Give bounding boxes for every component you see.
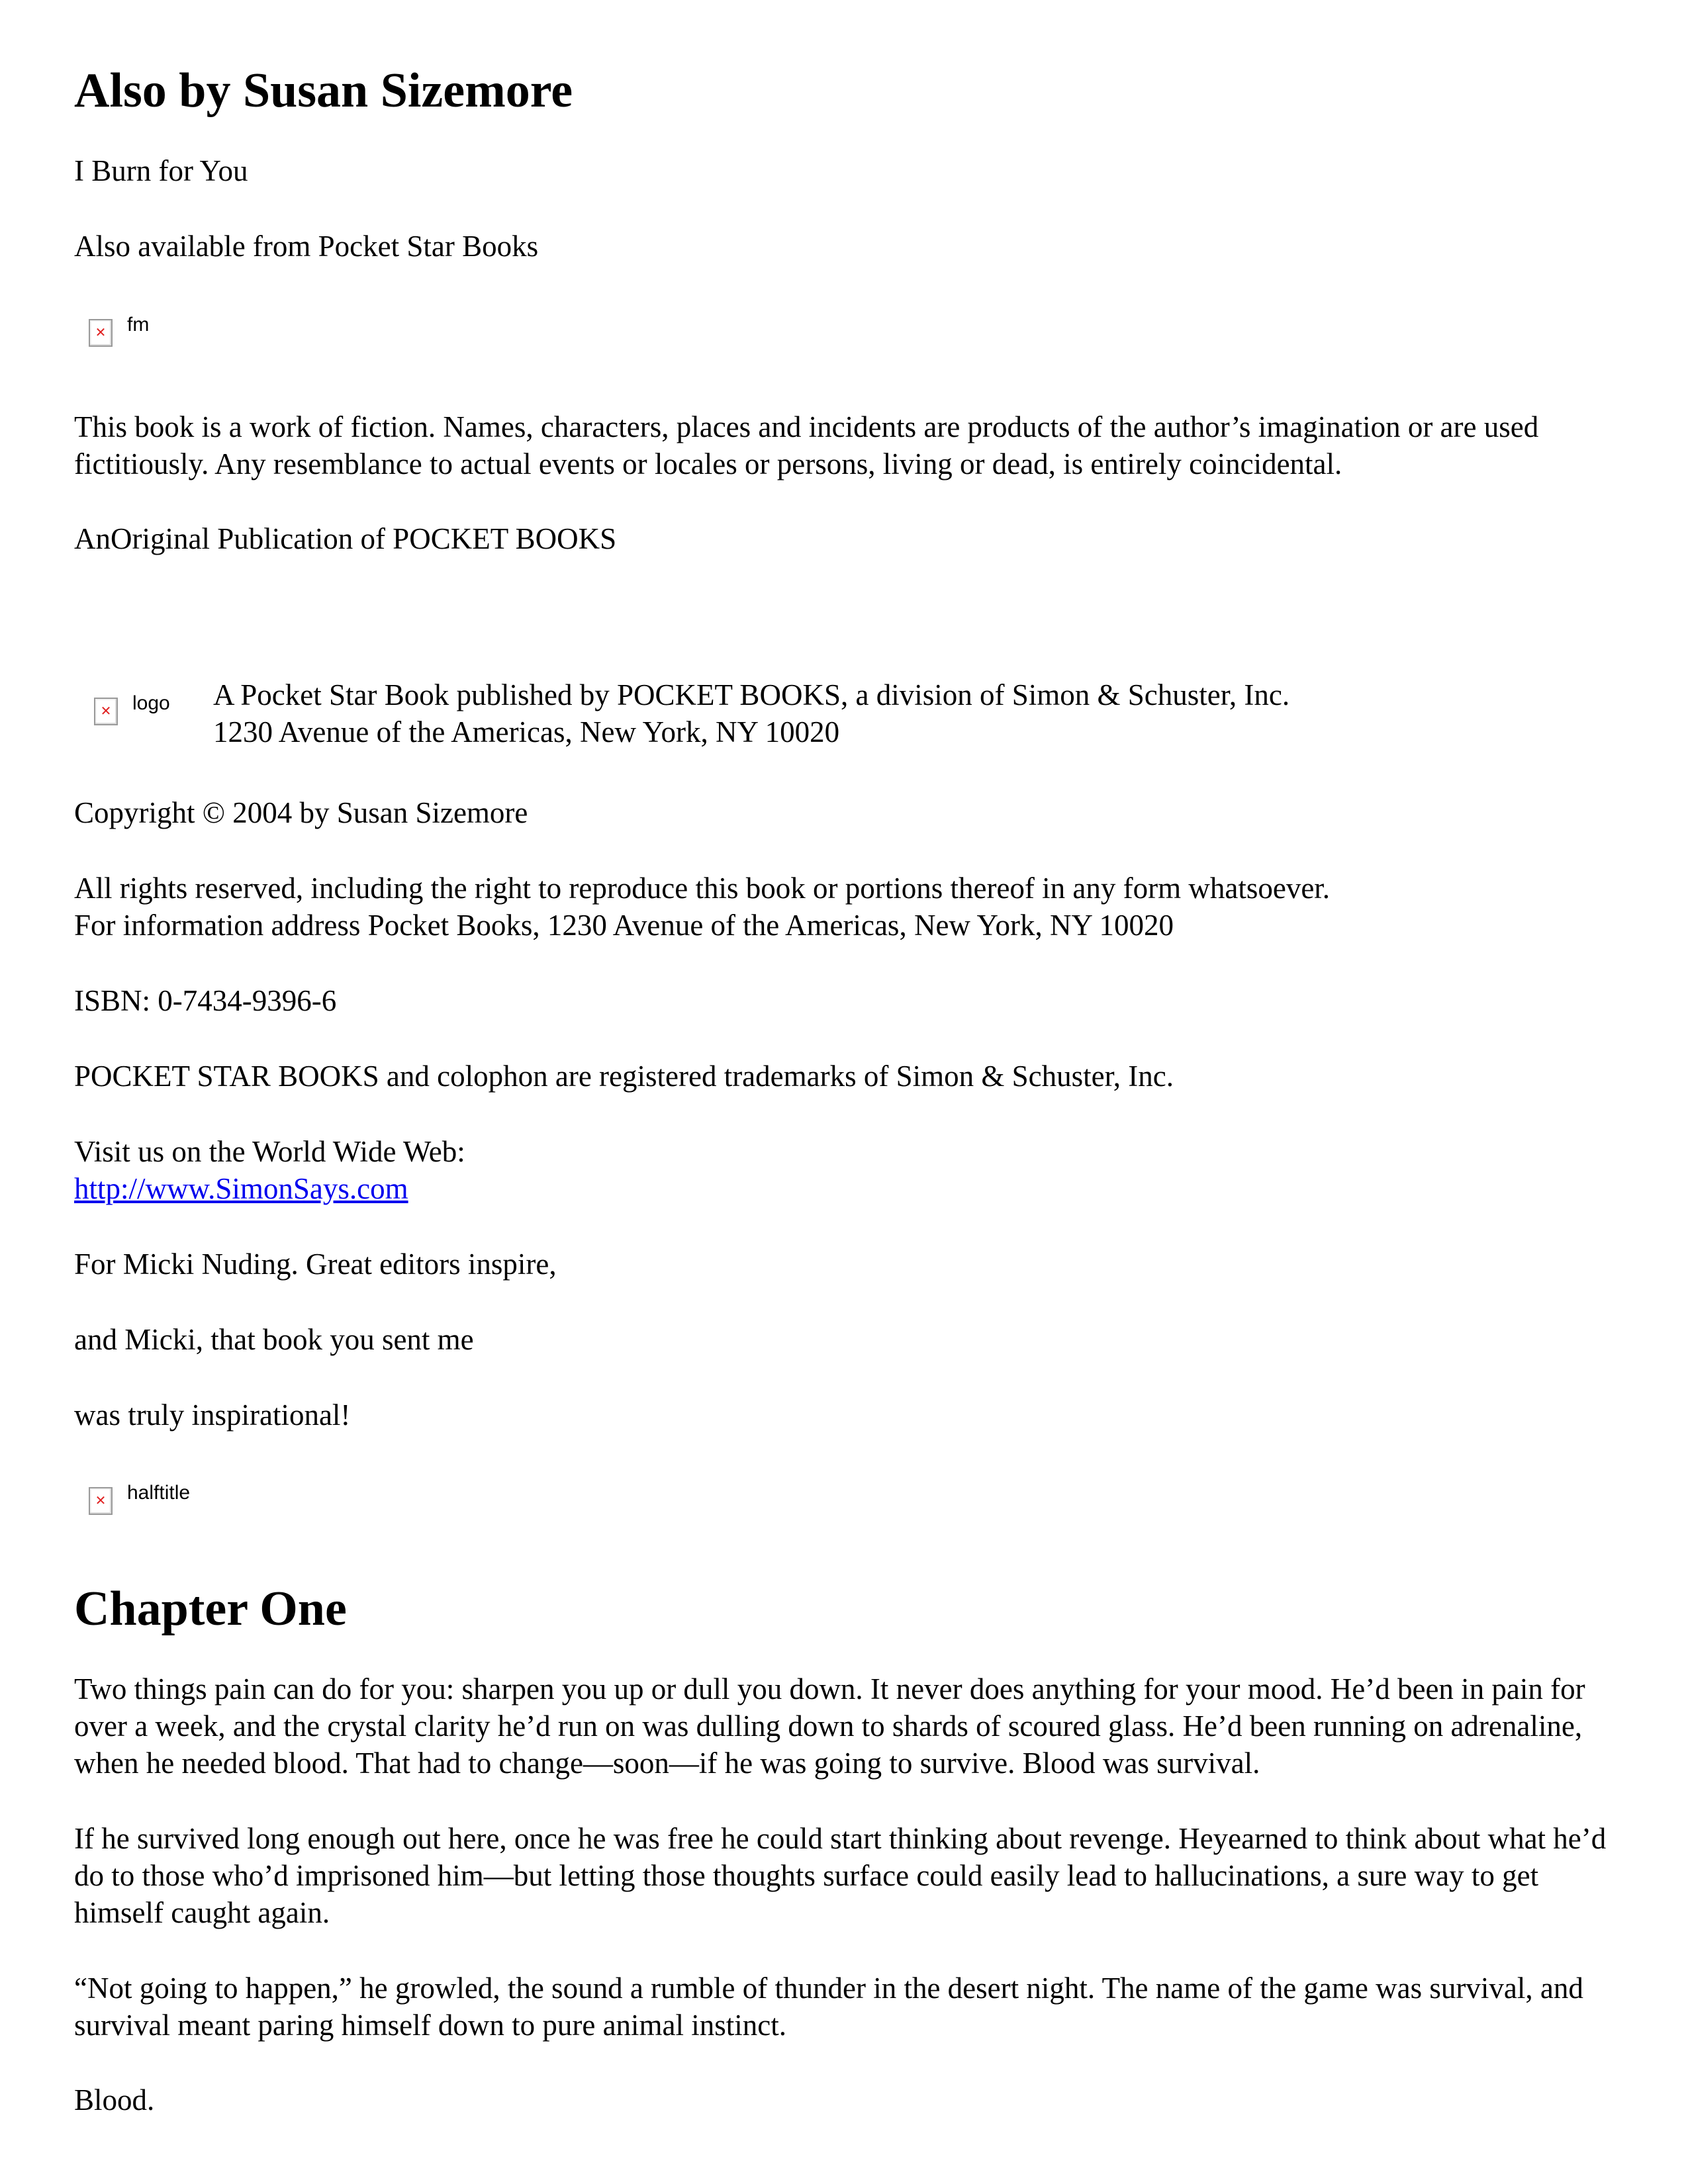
chapter-heading: Chapter One (74, 1582, 347, 1636)
also-available-text: Also available from Pocket Star Books (74, 230, 539, 263)
copyright-line: Copyright © 2004 by Susan Sizemore (74, 796, 528, 829)
logo-image (94, 692, 170, 725)
chapter-paragraph-4: Blood. (74, 2083, 155, 2116)
fm-image (89, 314, 150, 347)
broken-image-icon (89, 319, 113, 347)
chapter-paragraph-1: Two things pain can do for you: sharpen you up or dull you down. It never does anything for your mood. He’d been in pain for over a week, and the crystal clarity he’d run on was dulling down to shards of scoured glass. He’d been running on adrenaline, when he needed blood. That had to change—soon—if he was going to survive. Blood was survival. (74, 1672, 1585, 1780)
rights-line-1: All rights reserved, including the right to reproduce this book or portions thereof in any form whatsoever. (74, 872, 1331, 905)
visit-url-line (74, 1170, 1617, 1207)
rights-line-2: For information address Pocket Books, 1230 Avenue of the Americas, New York, NY 10020 (74, 909, 1174, 942)
halftitle-image (89, 1482, 191, 1515)
fm-image-alt: fm (127, 314, 150, 336)
halftitle-image-alt: halftitle (127, 1482, 191, 1504)
publisher-line-2: 1230 Avenue of the Americas, New York, NY 10020 (213, 715, 840, 749)
publisher-line-1: A Pocket Star Book published by POCKET BOOKS, a division of Simon & Schuster, Inc. (213, 678, 1290, 711)
dedication-line-2: and Micki, that book you sent me (74, 1323, 474, 1356)
also-by-title: I Burn for You (74, 154, 248, 187)
trademark-line: POCKET STAR BOOKS and colophon are registered trademarks of Simon & Schuster, Inc. (74, 1060, 1174, 1093)
original-publication: AnOriginal Publication of POCKET BOOKS (74, 522, 617, 555)
broken-image-icon (89, 1487, 113, 1515)
chapter-paragraph-3: “Not going to happen,” he growled, the sound a rumble of thunder in the desert night. The name of the game was survival, and survival meant paring himself down to pure animal instinct. (74, 1972, 1583, 2042)
broken-image-icon (94, 698, 118, 725)
isbn-line: ISBN: 0-7434-9396-6 (74, 984, 337, 1017)
simonsays-link[interactable]: http://www.SimonSays.com (74, 1172, 408, 1205)
logo-image-alt: logo (132, 692, 170, 714)
dedication-line-3: was truly inspirational! (74, 1398, 351, 1432)
fiction-disclaimer: This book is a work of fiction. Names, characters, places and incidents are products of the author’s imagination or are used fictitiously. Any resemblance to actual events or locales or persons, living or dead, is entirely coincidental. (74, 410, 1539, 480)
chapter-paragraph-2: If he survived long enough out here, once he was free he could start thinking about revenge. Heyearned to think about what he’d do to those who’d imprisoned him—but letting those thoughts surface could easily lead to hallucinations, a sure way to get himself caught again. (74, 1822, 1607, 1929)
dedication-line-1: For Micki Nuding. Great editors inspire, (74, 1248, 557, 1281)
also-by-heading: Also by Susan Sizemore (74, 64, 573, 118)
visit-label: Visit us on the World Wide Web: (74, 1135, 465, 1168)
